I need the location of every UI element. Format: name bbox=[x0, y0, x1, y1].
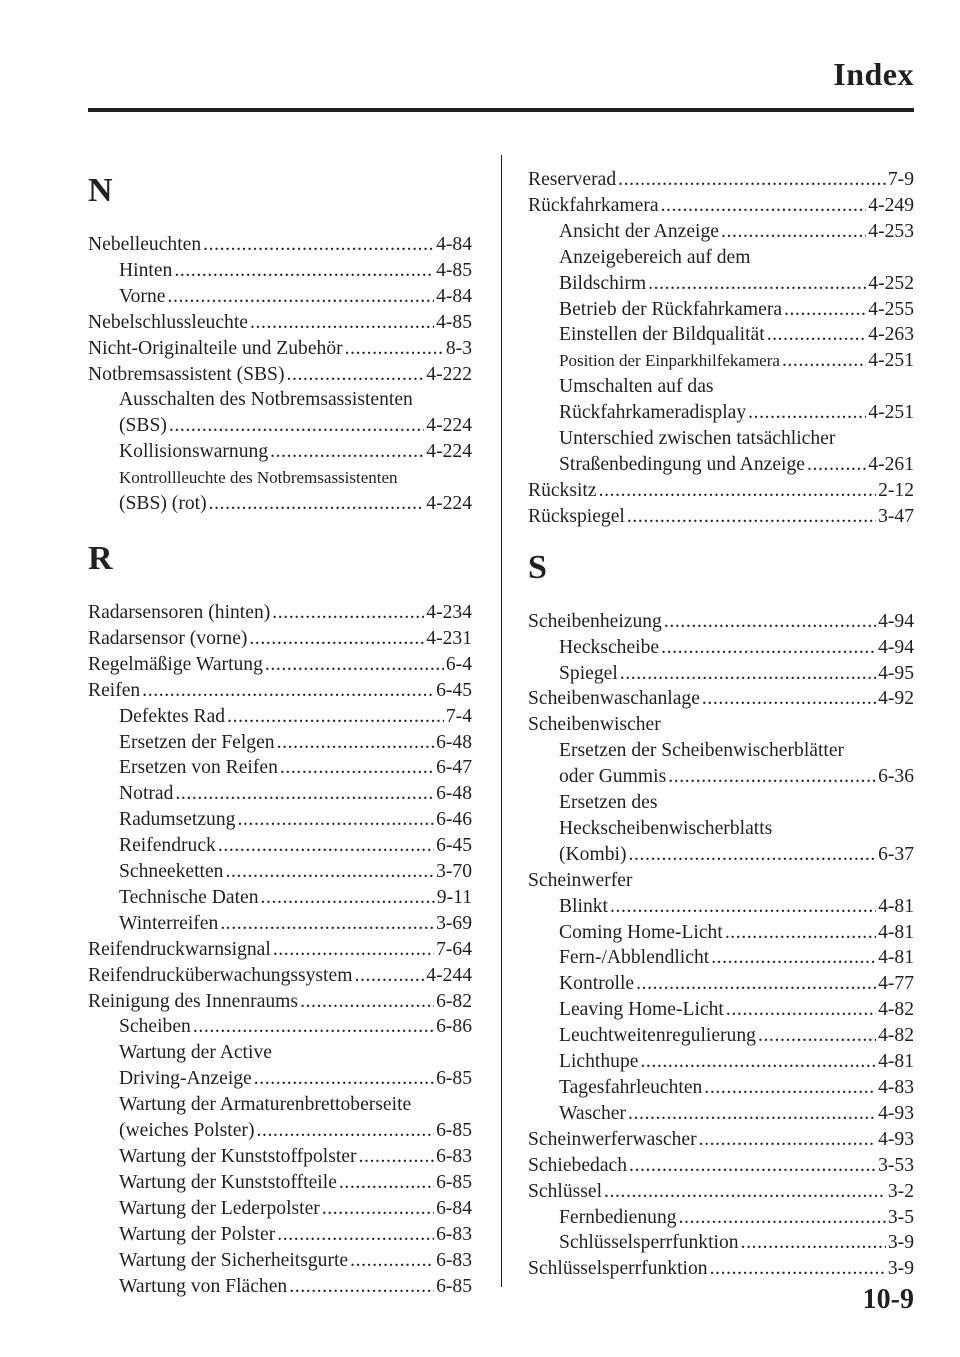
entry-name: Ersetzen der Scheibenwischerblätter bbox=[559, 740, 845, 762]
entry-page: 3-9 bbox=[887, 1258, 914, 1280]
dot-leader bbox=[203, 232, 434, 258]
entry-page: 4-244 bbox=[426, 964, 472, 986]
entry-name: Reifendruck bbox=[119, 835, 216, 857]
index-subentry bbox=[528, 635, 914, 661]
entry-name: Schlüsselsperrfunktion bbox=[528, 1258, 708, 1280]
entry-page: 6-85 bbox=[436, 1068, 472, 1090]
index-subentry bbox=[88, 885, 472, 911]
dot-leader bbox=[664, 609, 876, 635]
dot-leader bbox=[610, 894, 876, 920]
index-subentry bbox=[88, 284, 472, 310]
entry-name: Coming Home-Licht bbox=[559, 921, 723, 943]
dot-leader bbox=[272, 600, 424, 626]
index-subentry bbox=[528, 764, 914, 790]
dot-leader bbox=[721, 219, 866, 245]
entry-page: 4-252 bbox=[868, 272, 914, 294]
entry-page: 6-46 bbox=[436, 809, 472, 831]
dot-leader bbox=[225, 859, 434, 885]
entry-page: 3-9 bbox=[887, 1232, 914, 1254]
entry-name: Leuchtweitenregulierung bbox=[559, 1025, 756, 1047]
entry-page: 6-48 bbox=[436, 783, 472, 805]
dot-leader bbox=[142, 678, 434, 704]
dot-leader bbox=[354, 963, 424, 989]
dot-leader bbox=[193, 1014, 434, 1040]
entry-name: Winterreifen bbox=[119, 912, 219, 934]
entry-page: 4-77 bbox=[878, 973, 914, 995]
dot-leader bbox=[249, 626, 424, 652]
index-subentry bbox=[88, 1066, 472, 1092]
entry-page: 4-85 bbox=[436, 259, 472, 281]
entry-name: Radarsensor (vorne) bbox=[88, 627, 248, 649]
section-letter: R bbox=[88, 539, 113, 577]
dot-leader bbox=[725, 920, 876, 946]
dot-leader bbox=[300, 989, 434, 1015]
dot-leader bbox=[726, 997, 876, 1023]
entry-name: Betrieb der Rückfahrkamera bbox=[559, 298, 783, 320]
entry-name: (weiches Polster) bbox=[119, 1120, 255, 1142]
index-entry bbox=[528, 1153, 914, 1179]
entry-page: 4-95 bbox=[878, 662, 914, 684]
entry-name: Schlüsselsperrfunktion bbox=[559, 1232, 739, 1254]
index-subentry bbox=[528, 400, 914, 426]
entry-name: Blinkt bbox=[559, 895, 608, 917]
dot-leader bbox=[679, 1205, 886, 1231]
section-letter: N bbox=[88, 172, 113, 209]
entry-name: Wartung der Kunststoffteile bbox=[119, 1171, 337, 1193]
entry-name: Reifen bbox=[88, 679, 141, 701]
entry-name: Rückspiegel bbox=[528, 505, 625, 527]
entry-name: Kollisionswarnung bbox=[119, 441, 269, 463]
index-subentry bbox=[88, 465, 472, 491]
entry-page: 4-83 bbox=[878, 1077, 914, 1098]
entry-page: 4-81 bbox=[878, 947, 914, 969]
entry-page: 3-5 bbox=[887, 1206, 914, 1228]
index-subentry bbox=[528, 790, 914, 816]
entry-page: 4-81 bbox=[878, 895, 914, 917]
entry-name: Rückfahrkamera bbox=[528, 194, 659, 216]
index-column-right bbox=[528, 167, 914, 1282]
entry-page: 4-93 bbox=[878, 1102, 914, 1124]
index-entry bbox=[528, 1127, 914, 1153]
entry-name: Nebelschlussleuchte bbox=[88, 311, 248, 333]
dot-leader bbox=[618, 167, 886, 193]
index-subentry bbox=[528, 1101, 914, 1127]
entry-page: 4-82 bbox=[878, 999, 914, 1021]
entry-page: 4-224 bbox=[426, 493, 472, 515]
entry-name: Anzeigebereich auf dem bbox=[559, 246, 751, 268]
index-entry bbox=[528, 686, 914, 712]
dot-leader bbox=[169, 413, 424, 439]
entry-name: Schneeketten bbox=[119, 861, 224, 883]
index-subentry bbox=[88, 439, 472, 465]
entry-name: Ersetzen der Felgen bbox=[119, 731, 275, 753]
entry-page: 6-86 bbox=[436, 1016, 472, 1038]
entry-page: 8-3 bbox=[445, 337, 472, 359]
entry-page: 4-234 bbox=[426, 601, 472, 623]
entry-name: Spiegel bbox=[559, 662, 618, 684]
index-subentry bbox=[88, 1014, 472, 1040]
entry-name: Radumsetzung bbox=[119, 809, 236, 831]
index-entry bbox=[528, 609, 914, 635]
index-subentry bbox=[88, 1170, 472, 1196]
entry-page: 6-36 bbox=[878, 766, 914, 788]
entry-name: Reifendruckwarnsignal bbox=[88, 938, 271, 960]
entry-name: Reinigung des Innenraums bbox=[88, 990, 299, 1012]
index-entry bbox=[528, 1256, 914, 1282]
dot-leader bbox=[704, 1075, 876, 1101]
entry-page: 4-231 bbox=[426, 627, 472, 649]
entry-page: 4-255 bbox=[868, 298, 914, 320]
entry-page: 4-222 bbox=[426, 363, 472, 385]
dot-leader bbox=[640, 1049, 876, 1075]
entry-name: Leaving Home-Licht bbox=[559, 999, 724, 1021]
dot-leader bbox=[628, 1101, 876, 1127]
entry-page: 4-85 bbox=[436, 311, 472, 333]
entry-page: 2-12 bbox=[878, 479, 914, 501]
dot-leader bbox=[220, 911, 434, 937]
index-subentry bbox=[528, 297, 914, 323]
entry-name: Wascher bbox=[559, 1102, 626, 1124]
entry-name: Nicht-Originalteile und Zubehör bbox=[88, 337, 343, 359]
dot-leader bbox=[629, 1153, 876, 1179]
dot-leader bbox=[648, 271, 866, 297]
dot-leader bbox=[250, 310, 434, 336]
dot-leader bbox=[277, 1222, 434, 1248]
dot-leader bbox=[345, 336, 444, 362]
entry-page: 6-4 bbox=[445, 653, 472, 675]
entry-page: 7-4 bbox=[445, 705, 472, 727]
entry-page: 4-94 bbox=[878, 636, 914, 658]
index-subentry bbox=[88, 258, 472, 284]
index-subentry bbox=[88, 387, 472, 413]
entry-page: 6-45 bbox=[436, 835, 472, 857]
page-title: Index bbox=[833, 56, 914, 92]
index-entry bbox=[88, 232, 472, 258]
entry-page: 3-47 bbox=[878, 505, 914, 527]
entry-name: Scheibenheizung bbox=[528, 610, 662, 632]
dot-leader bbox=[237, 807, 434, 833]
entry-page: 4-84 bbox=[436, 234, 472, 255]
index-subentry bbox=[528, 945, 914, 971]
entry-name: (Kombi) bbox=[559, 843, 627, 865]
entry-page: 4-253 bbox=[868, 220, 914, 242]
column-divider bbox=[501, 155, 502, 1287]
index-subentry bbox=[528, 452, 914, 478]
dot-leader bbox=[604, 1179, 886, 1205]
index-subentry bbox=[88, 1222, 472, 1248]
entry-page: 4-93 bbox=[878, 1128, 914, 1150]
index-entry bbox=[88, 626, 472, 652]
entry-page: 4-224 bbox=[426, 441, 472, 463]
index-subentry bbox=[88, 781, 472, 807]
section-letter: S bbox=[528, 548, 547, 586]
dot-leader bbox=[218, 833, 434, 859]
dot-leader bbox=[661, 193, 867, 219]
entry-name: Ausschalten des Notbremsassistenten bbox=[119, 389, 413, 411]
dot-leader bbox=[782, 348, 866, 374]
index-subentry bbox=[88, 1118, 472, 1144]
entry-name: Wartung der Kunststoffpolster bbox=[119, 1146, 357, 1167]
entry-name: Straßenbedingung und Anzeige bbox=[559, 453, 805, 475]
index-entry bbox=[88, 678, 472, 704]
index-subentry bbox=[528, 894, 914, 920]
entry-name: Scheinwerferwascher bbox=[528, 1128, 697, 1150]
entry-name: Scheinwerfer bbox=[528, 869, 633, 891]
entry-page: 4-82 bbox=[878, 1025, 914, 1047]
entry-name: Scheibenwischer bbox=[528, 714, 661, 736]
entry-name: Hinten bbox=[119, 259, 173, 281]
entry-page: 6-84 bbox=[436, 1197, 472, 1219]
dot-leader bbox=[256, 1118, 434, 1144]
index-entry bbox=[528, 504, 914, 530]
entry-name: Schlüssel bbox=[528, 1180, 603, 1202]
dot-leader bbox=[711, 945, 876, 971]
entry-page: 4-251 bbox=[868, 350, 914, 372]
entry-name: Wartung der Armaturenbrettoberseite bbox=[119, 1094, 412, 1116]
entry-name: Rückfahrkameradisplay bbox=[559, 402, 747, 424]
header-rule bbox=[88, 108, 914, 112]
dot-leader bbox=[627, 504, 876, 530]
entry-page: 7-64 bbox=[436, 938, 472, 960]
entry-page: 6-85 bbox=[436, 1275, 472, 1297]
dot-leader bbox=[261, 885, 435, 911]
entry-name: oder Gummis bbox=[559, 766, 667, 788]
dot-leader bbox=[710, 1256, 886, 1282]
index-subentry bbox=[88, 807, 472, 833]
entry-page: 6-85 bbox=[436, 1171, 472, 1193]
dot-leader bbox=[628, 842, 876, 868]
index-subentry bbox=[528, 1049, 914, 1075]
dot-leader bbox=[265, 652, 444, 678]
dot-leader bbox=[699, 1127, 876, 1153]
entry-name: Ersetzen von Reifen bbox=[119, 757, 278, 779]
dot-leader bbox=[748, 400, 866, 426]
entry-name: Wartung von Flächen bbox=[119, 1275, 288, 1297]
entry-name: Wartung der Lederpolster bbox=[119, 1197, 320, 1219]
entry-name: Defektes Rad bbox=[119, 705, 226, 727]
entry-name: Vorne bbox=[119, 285, 166, 307]
index-subentry bbox=[528, 1023, 914, 1049]
entry-name: Ansicht der Anzeige bbox=[559, 220, 719, 242]
entry-name: Reifendrucküberwachungssystem bbox=[88, 964, 353, 986]
entry-name: Rücksitz bbox=[528, 479, 597, 501]
entry-name: Wartung der Sicherheitsgurte bbox=[119, 1249, 349, 1271]
entry-page: 6-45 bbox=[436, 679, 472, 701]
entry-name: Reserverad bbox=[528, 169, 617, 190]
index-subentry bbox=[88, 730, 472, 756]
entry-page: 4-81 bbox=[878, 1051, 914, 1073]
index-entry bbox=[88, 652, 472, 678]
index-entry bbox=[88, 600, 472, 626]
entry-name: Schiebedach bbox=[528, 1154, 628, 1176]
entry-name: Regelmäßige Wartung bbox=[88, 653, 263, 675]
dot-leader bbox=[254, 1066, 434, 1092]
entry-page: 4-263 bbox=[868, 324, 914, 346]
entry-page: 3-69 bbox=[436, 912, 472, 934]
entry-page: 4-251 bbox=[868, 402, 914, 424]
dot-leader bbox=[620, 661, 876, 687]
index-entry bbox=[528, 167, 914, 193]
entry-name: Nebelleuchten bbox=[88, 234, 202, 255]
index-subentry bbox=[88, 859, 472, 885]
dot-leader bbox=[668, 764, 876, 790]
entry-name: Radarsensoren (hinten) bbox=[88, 601, 271, 623]
index-subentry bbox=[88, 833, 472, 859]
index-subentry bbox=[88, 911, 472, 937]
dot-leader bbox=[339, 1170, 434, 1196]
entry-page: 3-53 bbox=[878, 1154, 914, 1176]
dot-leader bbox=[661, 635, 876, 661]
index-entry bbox=[528, 193, 914, 219]
entry-name: Technische Daten bbox=[119, 886, 259, 908]
dot-leader bbox=[359, 1144, 435, 1170]
dot-leader bbox=[209, 491, 425, 517]
entry-page: 4-94 bbox=[878, 610, 914, 632]
entry-name: Einstellen der Bildqualität bbox=[559, 324, 765, 346]
index-subentry bbox=[528, 997, 914, 1023]
dot-leader bbox=[599, 478, 877, 504]
index-subentry bbox=[88, 1144, 472, 1170]
entry-page: 9-11 bbox=[436, 886, 472, 908]
dot-leader bbox=[270, 439, 424, 465]
index-column-left bbox=[88, 167, 472, 1299]
entry-page: 6-47 bbox=[436, 757, 472, 779]
dot-leader bbox=[167, 284, 434, 310]
index-entry bbox=[88, 310, 472, 336]
dot-leader bbox=[277, 730, 434, 756]
index-entry bbox=[88, 336, 472, 362]
entry-name: Kontrollleuchte des Notbremsassistenten bbox=[119, 468, 398, 488]
entry-name: Position der Einparkhilfekamera bbox=[559, 351, 780, 371]
entry-name: Fernbedienung bbox=[559, 1206, 677, 1228]
entry-page: 6-83 bbox=[436, 1249, 472, 1271]
entry-page: 6-48 bbox=[436, 731, 472, 753]
entry-name: Notrad bbox=[119, 783, 174, 805]
entry-page: 3-2 bbox=[887, 1180, 914, 1202]
dot-leader bbox=[350, 1248, 434, 1274]
page-number: 10-9 bbox=[862, 1284, 914, 1315]
entry-name: Lichthupe bbox=[559, 1051, 639, 1073]
entry-page: 6-82 bbox=[436, 990, 472, 1012]
entry-page: 3-70 bbox=[436, 861, 472, 883]
index-subentry bbox=[528, 971, 914, 997]
dot-leader bbox=[175, 781, 434, 807]
index-entry bbox=[88, 963, 472, 989]
entry-page: 7-9 bbox=[887, 169, 914, 190]
entry-name: Wartung der Polster bbox=[119, 1223, 276, 1245]
index-subentry bbox=[88, 1248, 472, 1274]
entry-name: Kontrolle bbox=[559, 973, 635, 995]
index-entry bbox=[528, 712, 914, 738]
index-subentry bbox=[528, 661, 914, 687]
entry-page: 4-224 bbox=[426, 415, 472, 437]
entry-name: (SBS) bbox=[119, 415, 167, 437]
index-entry bbox=[528, 1179, 914, 1205]
index-entry bbox=[528, 868, 914, 894]
index-subentry bbox=[88, 491, 472, 517]
entry-name: Ersetzen des bbox=[559, 792, 658, 814]
index-subentry bbox=[528, 245, 914, 271]
entry-page: 6-37 bbox=[878, 843, 914, 865]
index-entry bbox=[528, 478, 914, 504]
entry-page: 6-85 bbox=[436, 1120, 472, 1142]
index-subentry bbox=[528, 271, 914, 297]
index-subentry bbox=[528, 1075, 914, 1101]
entry-page: 4-81 bbox=[878, 921, 914, 943]
index-subentry bbox=[528, 374, 914, 400]
entry-name: Tagesfahrleuchten bbox=[559, 1077, 703, 1098]
index-subentry bbox=[88, 1196, 472, 1222]
dot-leader bbox=[289, 1274, 434, 1300]
dot-leader bbox=[273, 937, 434, 963]
entry-page: 4-249 bbox=[868, 194, 914, 216]
dot-leader bbox=[227, 704, 444, 730]
entry-name: Driving-Anzeige bbox=[119, 1068, 252, 1090]
index-subentry bbox=[528, 738, 914, 764]
index-subentry bbox=[528, 348, 914, 374]
index-subentry bbox=[528, 920, 914, 946]
dot-leader bbox=[767, 322, 867, 348]
entry-name: Bildschirm bbox=[559, 272, 647, 294]
index-subentry bbox=[528, 842, 914, 868]
dot-leader bbox=[702, 686, 876, 712]
dot-leader bbox=[636, 971, 876, 997]
entry-name: Wartung der Active bbox=[119, 1042, 272, 1064]
dot-leader bbox=[174, 258, 434, 284]
entry-page: 4-84 bbox=[436, 285, 472, 307]
entry-name: Fern-/Abblendlicht bbox=[559, 947, 710, 969]
entry-name: (SBS) (rot) bbox=[119, 493, 207, 515]
index-subentry bbox=[88, 1040, 472, 1066]
dot-leader bbox=[807, 452, 866, 478]
index-subentry bbox=[528, 1230, 914, 1256]
dot-leader bbox=[322, 1196, 434, 1222]
index-entry bbox=[88, 937, 472, 963]
dot-leader bbox=[784, 297, 866, 323]
entry-name: Heckscheibe bbox=[559, 636, 660, 658]
entry-name: Notbremsassistent (SBS) bbox=[88, 363, 285, 385]
index-subentry bbox=[88, 755, 472, 781]
index-entry bbox=[88, 362, 472, 388]
entry-name: Unterschied zwischen tatsächlicher bbox=[559, 428, 836, 450]
entry-name: Scheibenwaschanlage bbox=[528, 688, 700, 710]
index-subentry bbox=[88, 1274, 472, 1300]
dot-leader bbox=[280, 755, 434, 781]
index-subentry bbox=[528, 219, 914, 245]
index-subentry bbox=[88, 704, 472, 730]
index-subentry bbox=[528, 426, 914, 452]
index-subentry bbox=[528, 816, 914, 842]
dot-leader bbox=[286, 362, 424, 388]
entry-page: 4-92 bbox=[878, 688, 914, 710]
index-entry bbox=[88, 989, 472, 1015]
entry-page: 6-83 bbox=[436, 1146, 472, 1167]
entry-page: 6-83 bbox=[436, 1223, 472, 1245]
entry-name: Heckscheibenwischerblatts bbox=[559, 817, 773, 839]
index-subentry bbox=[88, 1092, 472, 1118]
index-subentry bbox=[528, 322, 914, 348]
dot-leader bbox=[741, 1230, 886, 1256]
index-subentry bbox=[528, 1205, 914, 1231]
entry-name: Scheiben bbox=[119, 1016, 191, 1038]
entry-name: Umschalten auf das bbox=[559, 376, 714, 398]
dot-leader bbox=[758, 1023, 876, 1049]
entry-page: 4-261 bbox=[868, 453, 914, 475]
index-subentry bbox=[88, 413, 472, 439]
